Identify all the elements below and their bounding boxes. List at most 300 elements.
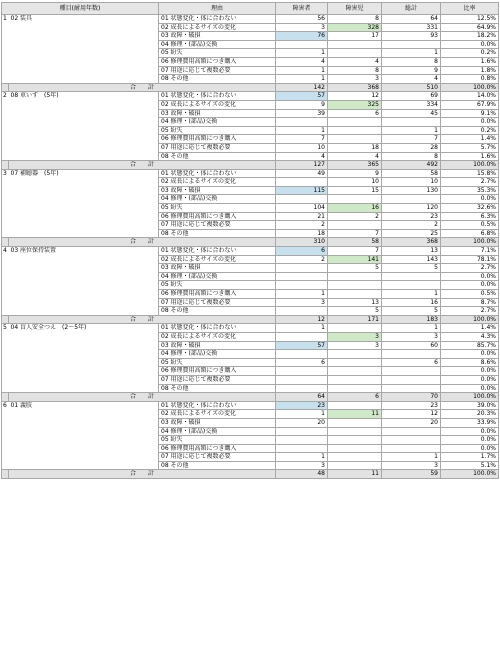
disabled-child-cell [328, 118, 382, 127]
disabled-child-cell [328, 358, 382, 367]
disabled-person-cell: 57 [276, 341, 328, 350]
reason-cell: 03 故障・破損 [159, 32, 276, 41]
disabled-person-cell: 18 [276, 229, 328, 238]
total-cell: 1 [382, 49, 441, 58]
total-cell [382, 384, 441, 393]
disabled-person-cell: 9 [276, 100, 328, 109]
disabled-child-cell [328, 453, 382, 462]
reason-cell: 01 状態変化・体に合わない [159, 401, 276, 410]
group-number: 1 [2, 15, 9, 84]
total-cell [382, 444, 441, 453]
disabled-person-cell [276, 384, 328, 393]
disabled-child-cell: 328 [328, 23, 382, 32]
disabled-person-cell [276, 444, 328, 453]
group-total-sum: 183 [382, 315, 441, 324]
disabled-child-cell: 12 [328, 92, 382, 101]
ratio-cell: 0.2% [441, 126, 499, 135]
reason-cell: 04 修理・(部品)交換 [159, 195, 276, 204]
total-cell: 9 [382, 66, 441, 75]
reason-cell: 06 修理費用高額につき購入 [159, 212, 276, 221]
group-number: 2 [2, 92, 9, 161]
reason-cell: 06 修理費用高額につき購入 [159, 290, 276, 299]
reason-cell: 01 状態変化・体に合わない [159, 324, 276, 333]
group-name: 01 義肢 [9, 401, 159, 470]
reason-cell: 03 故障・破損 [159, 186, 276, 195]
header-row [2, 3, 499, 15]
ratio-cell: 78.1% [441, 255, 499, 264]
group-total-disabled-person: 310 [276, 238, 328, 247]
reason-cell: 08 その他 [159, 307, 276, 316]
total-cell [382, 118, 441, 127]
reason-cell: 02 成長によるサイズの変化 [159, 100, 276, 109]
disabled-child-cell: 5 [328, 307, 382, 316]
disabled-child-cell [328, 427, 382, 436]
ratio-cell: 5.1% [441, 461, 499, 470]
group-total-sum: 510 [382, 83, 441, 92]
group-total-disabled-child: 368 [328, 83, 382, 92]
total-cell: 58 [382, 169, 441, 178]
ratio-cell: 0.0% [441, 444, 499, 453]
group-total-spacer [2, 470, 9, 479]
ratio-cell: 0.5% [441, 290, 499, 299]
ratio-cell: 35.3% [441, 186, 499, 195]
disabled-child-cell: 16 [328, 204, 382, 213]
disabled-person-cell [276, 332, 328, 341]
total-cell: 143 [382, 255, 441, 264]
reason-cell: 05 紛失 [159, 49, 276, 58]
disabled-person-cell [276, 272, 328, 281]
total-cell: 8 [382, 152, 441, 161]
ratio-cell: 0.0% [441, 118, 499, 127]
group-total-spacer [2, 83, 9, 92]
disabled-person-cell: 3 [276, 23, 328, 32]
disabled-person-cell: 1 [276, 66, 328, 75]
reason-cell: 07 用途に応じて複数必要 [159, 298, 276, 307]
reason-cell: 01 状態変化・体に合わない [159, 15, 276, 24]
group-total-disabled-person: 142 [276, 83, 328, 92]
group-total-sum: 70 [382, 393, 441, 402]
disabled-person-cell: 7 [276, 135, 328, 144]
disabled-person-cell [276, 195, 328, 204]
header-ratio: 比率 [441, 3, 499, 15]
ratio-cell: 0.0% [441, 375, 499, 384]
disabled-person-cell: 104 [276, 204, 328, 213]
ratio-cell: 18.2% [441, 32, 499, 41]
ratio-cell: 0.8% [441, 75, 499, 84]
group-total-disabled-child: 171 [328, 315, 382, 324]
ratio-cell: 14.0% [441, 92, 499, 101]
reason-cell: 08 その他 [159, 229, 276, 238]
group-total-label: 合 計 [9, 238, 276, 247]
group-name: 03 座位保持装置 [9, 247, 159, 316]
reason-cell: 03 故障・破損 [159, 264, 276, 273]
ratio-cell: 9.1% [441, 109, 499, 118]
disabled-person-cell: 21 [276, 212, 328, 221]
reason-cell: 07 用途に応じて複数必要 [159, 66, 276, 75]
disabled-person-cell [276, 367, 328, 376]
ratio-cell: 7.1% [441, 247, 499, 256]
reason-cell: 05 紛失 [159, 436, 276, 445]
group-number: 6 [2, 401, 9, 470]
group-total-row [2, 470, 499, 479]
total-cell: 16 [382, 298, 441, 307]
reason-cell: 03 故障・破損 [159, 109, 276, 118]
group-total-disabled-child: 58 [328, 238, 382, 247]
disabled-person-cell [276, 427, 328, 436]
disabled-person-cell: 3 [276, 298, 328, 307]
ratio-cell: 0.2% [441, 49, 499, 58]
disabled-child-cell: 18 [328, 143, 382, 152]
disabled-person-cell [276, 178, 328, 187]
total-cell: 23 [382, 212, 441, 221]
reason-cell: 08 その他 [159, 75, 276, 84]
disabled-person-cell: 2 [276, 221, 328, 230]
total-cell: 5 [382, 264, 441, 273]
ratio-cell: 2.7% [441, 178, 499, 187]
disabled-child-cell [328, 135, 382, 144]
ratio-cell: 8.7% [441, 298, 499, 307]
reason-cell: 02 成長によるサイズの変化 [159, 332, 276, 341]
ratio-cell: 33.9% [441, 418, 499, 427]
ratio-cell: 0.0% [441, 427, 499, 436]
disabled-child-cell: 4 [328, 57, 382, 66]
reason-cell: 07 用途に応じて複数必要 [159, 143, 276, 152]
disabled-child-cell: 10 [328, 178, 382, 187]
group-total-ratio: 100.0% [441, 315, 499, 324]
group-total-spacer [2, 161, 9, 170]
ratio-cell: 8.6% [441, 358, 499, 367]
reason-cell: 06 修理費用高額につき購入 [159, 367, 276, 376]
disabled-child-cell [328, 272, 382, 281]
disabled-child-cell: 5 [328, 264, 382, 273]
ratio-cell: 85.7% [441, 341, 499, 350]
disabled-child-cell [328, 324, 382, 333]
group-total-spacer [2, 238, 9, 247]
reason-cell: 02 成長によるサイズの変化 [159, 178, 276, 187]
reason-cell: 02 成長によるサイズの変化 [159, 255, 276, 264]
group-total-ratio: 100.0% [441, 238, 499, 247]
disabled-person-cell [276, 307, 328, 316]
reason-cell: 03 故障・破損 [159, 418, 276, 427]
total-cell: 28 [382, 143, 441, 152]
group-total-label: 合 計 [9, 470, 276, 479]
header-total: 総計 [382, 3, 441, 15]
ratio-cell: 2.7% [441, 264, 499, 273]
group-name: 07 補聴器 (5年) [9, 169, 159, 238]
disabled-child-cell [328, 461, 382, 470]
reason-cell: 01 状態変化・体に合わない [159, 169, 276, 178]
disabled-person-cell: 4 [276, 57, 328, 66]
total-cell: 25 [382, 229, 441, 238]
disabled-person-cell: 49 [276, 169, 328, 178]
total-cell: 1 [382, 126, 441, 135]
reason-cell: 06 修理費用高額につき購入 [159, 135, 276, 144]
ratio-cell: 64.9% [441, 23, 499, 32]
total-cell: 93 [382, 32, 441, 41]
disabled-child-cell [328, 350, 382, 359]
table-body [2, 15, 499, 479]
group-total-label: 合 計 [9, 161, 276, 170]
group-total-ratio: 100.0% [441, 161, 499, 170]
table-row [2, 92, 499, 101]
disabled-child-cell [328, 384, 382, 393]
total-cell: 3 [382, 461, 441, 470]
disabled-person-cell: 2 [276, 255, 328, 264]
disabled-person-cell: 76 [276, 32, 328, 41]
total-cell: 12 [382, 410, 441, 419]
group-total-row [2, 238, 499, 247]
group-total-row [2, 161, 499, 170]
disabled-child-cell [328, 195, 382, 204]
group-total-row [2, 83, 499, 92]
ratio-cell: 1.4% [441, 324, 499, 333]
group-total-row [2, 315, 499, 324]
disabled-child-cell: 3 [328, 75, 382, 84]
total-cell: 1 [382, 453, 441, 462]
disabled-child-cell [328, 40, 382, 49]
reason-cell: 01 状態変化・体に合わない [159, 247, 276, 256]
ratio-cell: 1.6% [441, 57, 499, 66]
group-total-sum: 59 [382, 470, 441, 479]
total-cell [382, 40, 441, 49]
total-cell [382, 350, 441, 359]
ratio-cell: 0.0% [441, 40, 499, 49]
disabled-child-cell [328, 290, 382, 299]
ratio-cell: 1.4% [441, 135, 499, 144]
reason-cell: 08 その他 [159, 152, 276, 161]
reason-cell: 06 修理費用高額につき購入 [159, 57, 276, 66]
disabled-child-cell: 141 [328, 255, 382, 264]
group-total-disabled-child: 6 [328, 393, 382, 402]
table-row [2, 15, 499, 24]
disabled-person-cell: 56 [276, 15, 328, 24]
group-total-disabled-child: 11 [328, 470, 382, 479]
disabled-child-cell [328, 281, 382, 290]
group-number: 3 [2, 169, 9, 238]
group-total-label: 合 計 [9, 83, 276, 92]
reason-cell: 07 用途に応じて複数必要 [159, 453, 276, 462]
ratio-cell: 0.0% [441, 195, 499, 204]
reason-cell: 04 修理・(部品)交換 [159, 427, 276, 436]
ratio-cell: 0.5% [441, 221, 499, 230]
ratio-cell: 67.9% [441, 100, 499, 109]
disabled-child-cell [328, 221, 382, 230]
total-cell: 69 [382, 92, 441, 101]
table-row [2, 324, 499, 333]
disabled-child-cell: 6 [328, 109, 382, 118]
total-cell: 4 [382, 75, 441, 84]
ratio-cell: 0.0% [441, 436, 499, 445]
disabled-person-cell: 1 [276, 75, 328, 84]
disabled-person-cell: 1 [276, 126, 328, 135]
disabled-person-cell: 1 [276, 324, 328, 333]
total-cell: 23 [382, 401, 441, 410]
group-total-spacer [2, 315, 9, 324]
disabled-child-cell: 4 [328, 152, 382, 161]
ratio-cell: 0.0% [441, 281, 499, 290]
group-number: 5 [2, 324, 9, 393]
disabled-child-cell: 8 [328, 15, 382, 24]
group-total-disabled-person: 127 [276, 161, 328, 170]
disabled-person-cell [276, 350, 328, 359]
ratio-cell: 0.0% [441, 272, 499, 281]
group-total-disabled-child: 365 [328, 161, 382, 170]
ratio-cell: 0.0% [441, 367, 499, 376]
total-cell: 1 [382, 290, 441, 299]
ratio-cell: 1.6% [441, 152, 499, 161]
total-cell [382, 427, 441, 436]
total-cell: 3 [382, 332, 441, 341]
disabled-child-cell: 3 [328, 341, 382, 350]
reason-cell: 05 紛失 [159, 281, 276, 290]
group-name: 08 車いす (5年) [9, 92, 159, 161]
disabled-child-cell: 13 [328, 298, 382, 307]
reason-cell: 08 その他 [159, 461, 276, 470]
disabled-child-cell [328, 436, 382, 445]
reason-cell: 08 その他 [159, 384, 276, 393]
ratio-cell: 0.0% [441, 350, 499, 359]
disabled-child-cell [328, 126, 382, 135]
total-cell [382, 272, 441, 281]
disabled-person-cell: 1 [276, 453, 328, 462]
total-cell: 20 [382, 418, 441, 427]
ratio-cell: 20.3% [441, 410, 499, 419]
group-total-spacer [2, 393, 9, 402]
ratio-cell: 32.6% [441, 204, 499, 213]
disabled-person-cell: 1 [276, 410, 328, 419]
disabled-child-cell: 17 [328, 32, 382, 41]
ratio-cell: 1.7% [441, 453, 499, 462]
reason-cell: 05 紛失 [159, 204, 276, 213]
group-total-ratio: 100.0% [441, 393, 499, 402]
disabled-child-cell [328, 401, 382, 410]
disabled-child-cell: 3 [328, 332, 382, 341]
group-total-ratio: 100.0% [441, 470, 499, 479]
ratio-cell: 15.8% [441, 169, 499, 178]
disabled-child-cell [328, 375, 382, 384]
group-total-disabled-person: 48 [276, 470, 328, 479]
total-cell: 6 [382, 358, 441, 367]
total-cell: 10 [382, 178, 441, 187]
ratio-cell: 4.3% [441, 332, 499, 341]
disabled-child-cell [328, 49, 382, 58]
total-cell: 8 [382, 57, 441, 66]
ratio-cell: 0.0% [441, 384, 499, 393]
ratio-cell: 2.7% [441, 307, 499, 316]
disabled-person-cell: 4 [276, 152, 328, 161]
table-row [2, 247, 499, 256]
total-cell: 7 [382, 135, 441, 144]
disabled-person-cell: 1 [276, 290, 328, 299]
ratio-cell: 12.5% [441, 15, 499, 24]
total-cell: 331 [382, 23, 441, 32]
group-name: 04 盲人安全つえ (2～5年) [9, 324, 159, 393]
reason-cell: 03 故障・破損 [159, 341, 276, 350]
total-cell [382, 375, 441, 384]
group-total-label: 合 計 [9, 315, 276, 324]
disabled-person-cell: 6 [276, 247, 328, 256]
ratio-cell: 5.7% [441, 143, 499, 152]
total-cell [382, 195, 441, 204]
disabled-child-cell: 325 [328, 100, 382, 109]
total-cell: 120 [382, 204, 441, 213]
total-cell: 5 [382, 307, 441, 316]
group-name: 02 装具 [9, 15, 159, 84]
disabled-child-cell: 8 [328, 66, 382, 75]
total-cell: 60 [382, 341, 441, 350]
group-total-sum: 492 [382, 161, 441, 170]
reason-cell: 07 用途に応じて複数必要 [159, 375, 276, 384]
disabled-person-cell: 23 [276, 401, 328, 410]
group-total-row [2, 393, 499, 402]
disabled-person-cell: 39 [276, 109, 328, 118]
reason-cell: 07 用途に応じて複数必要 [159, 221, 276, 230]
total-cell: 45 [382, 109, 441, 118]
disabled-person-cell: 57 [276, 92, 328, 101]
reason-cell: 04 修理・(部品)交換 [159, 350, 276, 359]
total-cell: 13 [382, 247, 441, 256]
disabled-child-cell: 7 [328, 247, 382, 256]
group-total-ratio: 100.0% [441, 83, 499, 92]
total-cell: 1 [382, 324, 441, 333]
disabled-child-cell: 11 [328, 410, 382, 419]
reason-cell: 05 紛失 [159, 358, 276, 367]
reason-cell: 05 紛失 [159, 126, 276, 135]
disabled-child-cell: 9 [328, 169, 382, 178]
disabled-person-cell [276, 281, 328, 290]
disabled-person-cell [276, 40, 328, 49]
disabled-child-cell: 15 [328, 186, 382, 195]
group-total-disabled-person: 12 [276, 315, 328, 324]
disabled-person-cell: 20 [276, 418, 328, 427]
disabled-person-cell: 6 [276, 358, 328, 367]
disabled-person-cell [276, 436, 328, 445]
header-disabled-child: 障害児 [328, 3, 382, 15]
group-total-label: 合 計 [9, 393, 276, 402]
total-cell [382, 436, 441, 445]
disabled-person-cell [276, 118, 328, 127]
disabled-person-cell [276, 375, 328, 384]
reason-cell: 06 修理費用高額につき購入 [159, 444, 276, 453]
total-cell: 2 [382, 221, 441, 230]
group-total-sum: 368 [382, 238, 441, 247]
group-number: 4 [2, 247, 9, 316]
ratio-cell: 1.8% [441, 66, 499, 75]
reason-cell: 04 修理・(部品)交換 [159, 118, 276, 127]
disabled-child-cell [328, 418, 382, 427]
disabled-person-cell: 10 [276, 143, 328, 152]
total-cell: 334 [382, 100, 441, 109]
ratio-cell: 6.8% [441, 229, 499, 238]
disabled-child-cell: 2 [328, 212, 382, 221]
reason-cell: 02 成長によるサイズの変化 [159, 410, 276, 419]
disabled-person-cell: 3 [276, 461, 328, 470]
ratio-cell: 39.0% [441, 401, 499, 410]
total-cell [382, 367, 441, 376]
reason-cell: 02 成長によるサイズの変化 [159, 23, 276, 32]
disabled-person-cell: 1 [276, 49, 328, 58]
group-total-disabled-person: 64 [276, 393, 328, 402]
reason-cell: 01 状態変化・体に合わない [159, 92, 276, 101]
disabled-person-cell: 115 [276, 186, 328, 195]
disabled-person-cell [276, 264, 328, 273]
header-disabled-person: 障害者 [276, 3, 328, 15]
disabled-child-cell: 7 [328, 229, 382, 238]
header-category: 種目(耐用年数) [2, 3, 159, 15]
equipment-reason-table [1, 2, 499, 479]
disabled-child-cell [328, 367, 382, 376]
header-reason: 理由 [159, 3, 276, 15]
